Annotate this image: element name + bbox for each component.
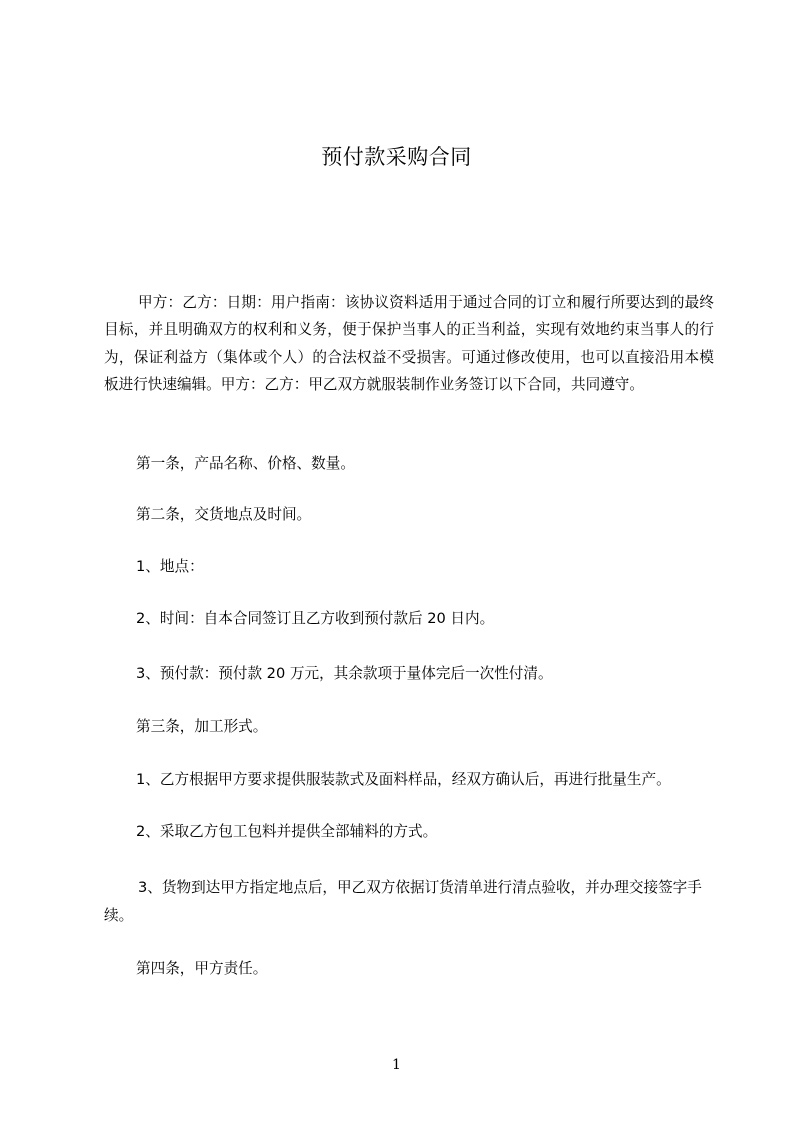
clause-1-heading: 第一条，产品名称、价格、数量。 bbox=[136, 455, 355, 472]
clause-3-heading: 第三条，加工形式。 bbox=[136, 718, 268, 735]
page-number: 1 bbox=[392, 1057, 401, 1073]
document-title: 预付款采购合同 bbox=[321, 145, 472, 169]
clause-2-heading: 第二条，交货地点及时间。 bbox=[136, 506, 312, 523]
clause-2-item-prepayment: 3、预付款：预付款 20 万元，其余款项于量体完后一次性付清。 bbox=[136, 665, 553, 682]
clause-3-item-samples: 1、乙方根据甲方要求提供服装款式及面料样品，经双方确认后，再进行批量生产。 bbox=[136, 771, 671, 788]
clause-3-item-acceptance: 3、货物到达甲方指定地点后，甲乙双方依据订货清单进行清点验收，并办理交接签字手续。 bbox=[104, 879, 702, 924]
clause-2-item-time: 2、时间：自本合同签订且乙方收到预付款后 20 日内。 bbox=[136, 610, 495, 627]
intro-paragraph: 甲方：乙方：日期：用户指南：该协议资料适用于通过合同的订立和履行所要达到的最终目标，并且明确双方的权利和义务，便于保护当事人的正当利益，实现有效地约束当事人的行为，保证利益方（集体或个人）的合法权益不受损害。可通过修改使用，也可以直接沿用本模板进行快速编辑。甲方：乙方：甲乙双方就服装制作业务签订以下合同，共同遵守。 bbox=[104, 294, 714, 394]
clause-3-item-materials: 2、采取乙方包工包料并提供全部辅料的方式。 bbox=[136, 823, 438, 840]
clause-2-item-location: 1、地点： bbox=[136, 558, 204, 575]
clause-4-heading: 第四条，甲方责任。 bbox=[136, 960, 268, 977]
